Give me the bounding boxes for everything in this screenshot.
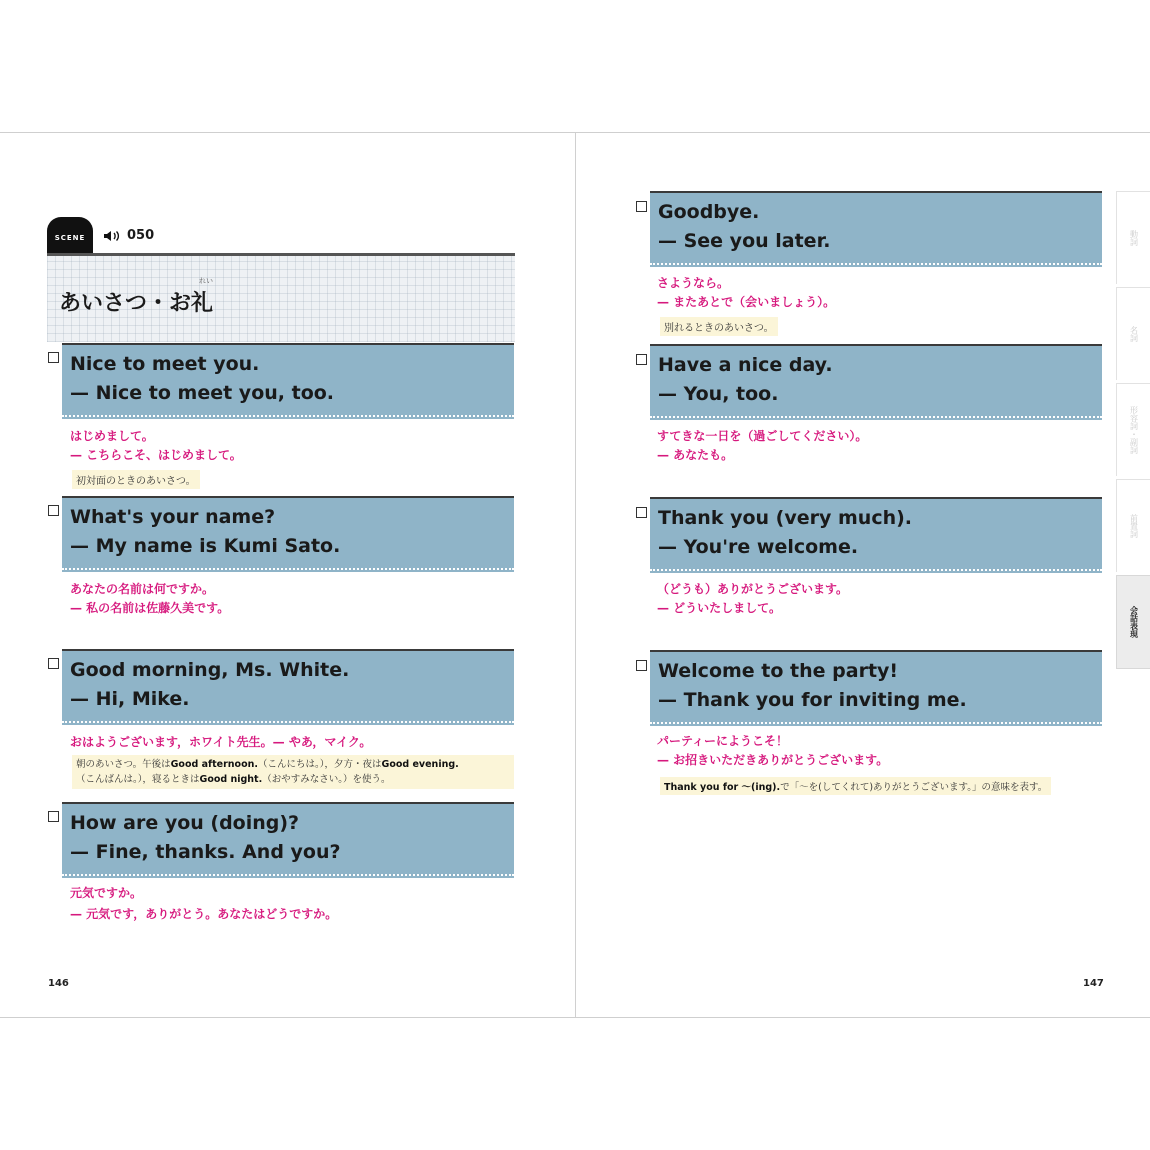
- checkbox-icon[interactable]: [48, 352, 59, 363]
- section-title-box: [47, 253, 515, 342]
- english-phrase-box: [62, 649, 514, 723]
- english-line-2: — Fine, thanks. And you?: [70, 841, 341, 863]
- english-line-1: Thank you (very much).: [658, 507, 913, 529]
- tab-adjectives-adverbs[interactable]: 形容詞・副詞: [1116, 383, 1150, 476]
- section-title: あいさつ・お礼: [59, 291, 214, 316]
- english-line-2: — You're welcome.: [658, 536, 859, 558]
- english-phrase-box: [650, 497, 1102, 571]
- note-phrase: Good afternoon.: [170, 759, 258, 770]
- english-line-2: — Nice to meet you, too.: [70, 382, 335, 404]
- note-text: （こんにちは。），夕方・夜は: [258, 759, 382, 770]
- tab-prepositions[interactable]: 前置詞: [1116, 479, 1150, 572]
- japanese-line-1: パーティーにようこそ！: [657, 734, 789, 748]
- note-phrase: Thank you for ～(ing).: [664, 782, 781, 793]
- japanese-line-1: 元気ですか。: [70, 886, 143, 900]
- checkbox-icon[interactable]: [636, 354, 647, 365]
- english-line-1: Welcome to the party!: [658, 660, 899, 682]
- tab-nouns[interactable]: 名詞: [1116, 287, 1150, 380]
- note-phrase: Good night.: [199, 774, 263, 785]
- english-line-1: How are you (doing)?: [70, 812, 300, 834]
- english-line-2: — See you later.: [658, 230, 831, 252]
- checkbox-icon[interactable]: [48, 811, 59, 822]
- tab-verbs[interactable]: 動詞: [1116, 191, 1150, 284]
- note-phrase: Good evening.: [381, 759, 459, 770]
- note-text: 朝のあいさつ。午後は: [76, 759, 171, 770]
- japanese-line-2: — お招きいただきありがとうございます。: [657, 753, 889, 767]
- english-line-2: — You, too.: [658, 383, 779, 405]
- scene-tab: SCENE: [47, 217, 93, 259]
- english-line-2: — Thank you for inviting me.: [658, 689, 967, 711]
- page-number: 146: [48, 978, 69, 989]
- title-ruby: れい: [199, 277, 213, 285]
- japanese-line-1: すてきな一日を（過ごしてください）。: [657, 429, 868, 443]
- usage-note: [72, 755, 514, 789]
- english-line-2: — Hi, Mike.: [70, 688, 190, 710]
- japanese-line-1: さようなら。: [657, 276, 730, 290]
- checkbox-icon[interactable]: [48, 658, 59, 669]
- checkbox-icon[interactable]: [636, 507, 647, 518]
- checkbox-icon[interactable]: [636, 201, 647, 212]
- note-text: （おやすみなさい。）を使う。: [262, 774, 391, 785]
- usage-note: [660, 777, 1051, 795]
- english-phrase-box: [62, 802, 514, 876]
- japanese-line-1: （どうも）ありがとうございます。: [657, 582, 849, 596]
- usage-note: 初対面のときのあいさつ。: [72, 470, 200, 489]
- english-phrase-box: [62, 343, 514, 417]
- english-line-1: Goodbye.: [658, 201, 760, 223]
- english-line-2: — My name is Kumi Sato.: [70, 535, 341, 557]
- japanese-line-2: — 私の名前は佐藤久美です。: [70, 601, 230, 615]
- english-phrase-box: [650, 650, 1102, 724]
- english-line-1: What's your name?: [70, 506, 276, 528]
- page-gutter: [575, 133, 576, 1017]
- english-phrase-box: [62, 496, 514, 570]
- english-line-1: Have a nice day.: [658, 354, 833, 376]
- note-text: （こんばんは。），寝るときは: [76, 774, 200, 785]
- audio-track-number: 050: [127, 228, 155, 243]
- speaker-icon: [103, 230, 121, 242]
- japanese-line-2: — どういたしまして。: [657, 601, 781, 615]
- japanese-line-2: — またあとで（会いましょう）。: [657, 295, 836, 309]
- japanese-line-2: — こちらこそ、はじめまして。: [70, 448, 242, 462]
- tab-conversation[interactable]: 会話表現: [1116, 575, 1150, 669]
- japanese-line-2: — 元気です，ありがとう。あなたはどうですか。: [70, 907, 338, 921]
- japanese-line-1: はじめまして。: [70, 429, 154, 443]
- book-spread: [0, 132, 1150, 1018]
- japanese-line-1: おはようございます，ホワイト先生。— やあ，マイク。: [70, 735, 372, 749]
- usage-note: 別れるときのあいさつ。: [660, 317, 778, 336]
- english-line-1: Good morning, Ms. White.: [70, 659, 350, 681]
- note-text: で「～を(してくれて)ありがとうございます。」の意味を表す。: [780, 782, 1048, 793]
- checkbox-icon[interactable]: [636, 660, 647, 671]
- english-phrase-box: [650, 191, 1102, 265]
- audio-track[interactable]: [103, 228, 154, 243]
- checkbox-icon[interactable]: [48, 505, 59, 516]
- english-line-1: Nice to meet you.: [70, 353, 260, 375]
- japanese-line-2: — あなたも。: [657, 448, 734, 462]
- japanese-line-1: あなたの名前は何ですか。: [70, 582, 215, 596]
- page-number: 147: [1083, 978, 1104, 989]
- english-phrase-box: [650, 344, 1102, 418]
